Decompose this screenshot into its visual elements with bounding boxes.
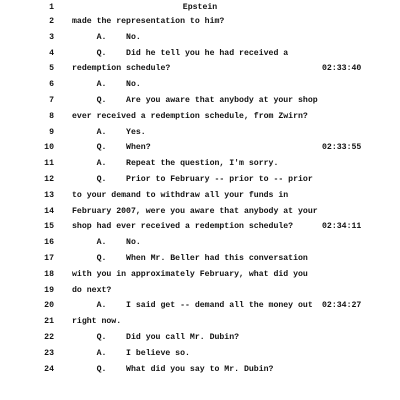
transcript-line	[0, 362, 400, 378]
line-text: Q. Did you call Mr. Dubin?	[72, 332, 240, 342]
line-text: made the representation to him?	[72, 17, 225, 26]
line-number: 24	[44, 364, 54, 374]
transcript-line	[0, 314, 400, 330]
line-text: A. I said get -- demand all the money out	[72, 301, 313, 311]
line-number: 23	[44, 348, 54, 358]
line-number: 20	[44, 301, 54, 311]
transcript-line	[0, 346, 400, 362]
line-number: 8	[49, 111, 54, 121]
line-text: shop had ever received a redemption schedule?	[72, 222, 294, 232]
line-number: 15	[44, 222, 54, 232]
transcript-line	[0, 125, 400, 141]
line-number: 19	[44, 285, 54, 295]
line-number: 21	[44, 317, 54, 327]
transcript-line	[0, 46, 400, 62]
line-text: to your demand to withdraw all your funds in	[72, 190, 289, 200]
transcript-line	[0, 283, 400, 299]
line-number: 5	[49, 64, 54, 74]
line-text: ever received a redemption schedule, from Zwirn?	[72, 111, 308, 121]
transcript-line	[0, 140, 400, 156]
line-text: A. No.	[72, 238, 141, 248]
line-text: with you in approximately February, what did you	[72, 269, 308, 279]
transcript-lines	[0, 14, 400, 377]
line-text: February 2007, were you aware that anybody at your	[72, 206, 318, 216]
line-number: 12	[44, 174, 54, 184]
line-number: 17	[44, 253, 54, 263]
line-text: Q. When Mr. Beller had this conversation	[72, 253, 308, 263]
line-number: 9	[49, 127, 54, 137]
line-text: A. Repeat the question, I'm sorry.	[72, 159, 279, 169]
line-number: 22	[44, 332, 54, 342]
transcript-line	[0, 77, 400, 93]
transcript-line	[0, 188, 400, 204]
line-text: A. No.	[72, 80, 141, 90]
header-line-number: 1	[49, 3, 54, 12]
transcript-line	[0, 156, 400, 172]
line-number: 18	[44, 269, 54, 279]
timestamp: 02:33:55	[322, 143, 362, 153]
line-number: 4	[49, 48, 54, 58]
transcript-line	[0, 61, 400, 77]
line-text: Q. What did you say to Mr. Dubin?	[72, 364, 274, 374]
transcript-line	[0, 109, 400, 125]
line-number: 6	[49, 80, 54, 90]
witness-name: Epstein	[182, 3, 218, 12]
line-number: 7	[49, 95, 54, 105]
line-text: right now.	[72, 317, 122, 327]
transcript-line	[0, 330, 400, 346]
line-text: A. Yes.	[72, 127, 146, 137]
transcript-line	[0, 219, 400, 235]
transcript-line	[0, 30, 400, 46]
line-number: 11	[44, 159, 54, 169]
line-text: A. I believe so.	[72, 348, 190, 358]
transcript-line	[0, 235, 400, 251]
transcript-line	[0, 267, 400, 283]
transcript-line	[0, 298, 400, 314]
timestamp: 02:34:27	[322, 301, 362, 311]
line-text: Q. When?	[72, 143, 151, 153]
line-text: Q. Prior to February -- prior to -- prior	[72, 174, 313, 184]
timestamp: 02:33:40	[322, 64, 362, 74]
transcript-line	[0, 93, 400, 109]
line-number: 2	[49, 17, 54, 26]
line-number: 3	[49, 32, 54, 42]
transcript-line	[0, 251, 400, 267]
page-header	[0, 0, 400, 15]
line-text: do next?	[72, 285, 112, 295]
transcript-line	[0, 14, 400, 30]
line-text: A. No.	[72, 32, 141, 42]
line-text: Q. Are you aware that anybody at your shop	[72, 95, 318, 105]
line-number: 14	[44, 206, 54, 216]
transcript-line	[0, 172, 400, 188]
line-number: 16	[44, 238, 54, 248]
line-text: redemption schedule?	[72, 64, 171, 74]
line-number: 10	[44, 143, 54, 153]
timestamp: 02:34:11	[322, 222, 362, 232]
line-text: Q. Did he tell you he had received a	[72, 48, 289, 58]
transcript-line	[0, 204, 400, 220]
line-number: 13	[44, 190, 54, 200]
